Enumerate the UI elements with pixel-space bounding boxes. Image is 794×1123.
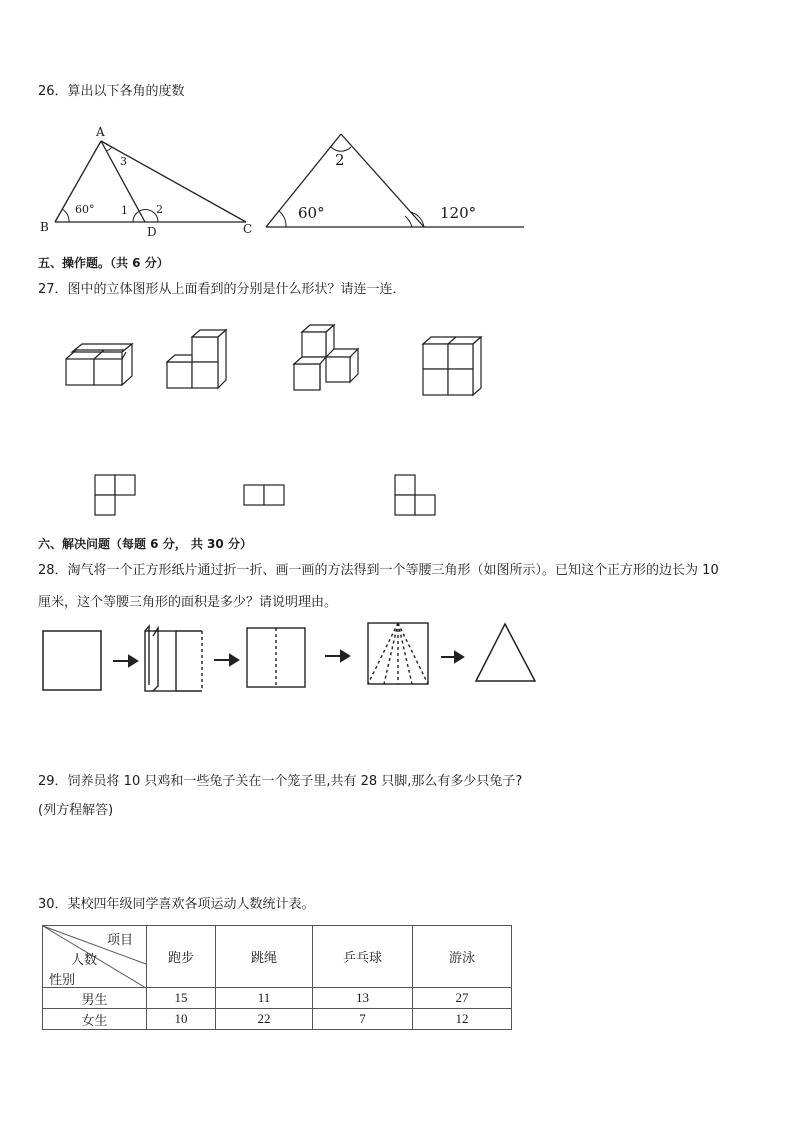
q29-line-2: (列方程解答): [38, 803, 114, 818]
table-cell: 7: [313, 1009, 413, 1030]
table-cell: 27: [413, 988, 512, 1009]
fold-step-4: [368, 623, 428, 684]
header-item-label: 项目: [107, 932, 134, 947]
solid-2: [167, 330, 226, 388]
label-c: C: [243, 222, 253, 236]
solid-4: [423, 337, 481, 395]
table-cell: 22: [216, 1009, 313, 1030]
fold-step-5: [476, 624, 535, 681]
section-5-title: 五、操作题。（共 6 分）: [38, 256, 169, 270]
arrow-4: [441, 652, 463, 662]
label-fig2-60: 60°: [298, 204, 325, 222]
sports-stats-table: [42, 925, 512, 1030]
q30-title: 30．某校四年级同学喜欢各项运动人数统计表。: [38, 897, 315, 912]
label-fig2-angle-2: 2: [335, 151, 345, 169]
label-a: A: [96, 125, 105, 139]
label-d: D: [147, 225, 157, 239]
q29-line-1: 29．饲养员将 10 只鸡和一些兔子关在一个笼子里,共有 28 只脚,那么有多少只兔子?: [38, 774, 523, 789]
top-view-2: [244, 485, 284, 505]
table-diagonal-header: [43, 926, 147, 988]
label-angle-1: 1: [121, 204, 128, 217]
arrow-1: [113, 656, 137, 666]
arrow-2: [214, 655, 238, 665]
q28-line-2: 厘米，这个等腰三角形的面积是多少？请说明理由。: [38, 595, 338, 610]
table-cell: 11: [216, 988, 313, 1009]
fold-step-1: [43, 631, 101, 690]
label-b: B: [40, 220, 49, 234]
top-view-1: [95, 475, 135, 515]
header-gender-label: 性别: [49, 972, 76, 987]
solid-1: [66, 344, 132, 385]
column-header: 乒乓球: [313, 926, 413, 988]
header-count-label: 人数: [71, 952, 98, 967]
q27-title: 27．图中的立体图形从上面看到的分别是什么形状？请连一连．: [38, 282, 406, 297]
column-header: 游泳: [413, 926, 512, 988]
top-view-3: [395, 475, 435, 515]
label-angle-3: 3: [120, 155, 127, 168]
row-label: 女生: [43, 1009, 147, 1030]
label-angle-2: 2: [156, 203, 163, 216]
column-header: 跳绳: [216, 926, 313, 988]
label-angle-b: 60°: [75, 203, 95, 216]
table-cell: 12: [413, 1009, 512, 1030]
q26-title: 26．算出以下各角的度数: [38, 84, 185, 99]
table-cell: 15: [147, 988, 216, 1009]
fold-step-3: [247, 628, 305, 687]
table-cell: 10: [147, 1009, 216, 1030]
section-6-title: 六、解决问题（每题 6 分， 共 30 分）: [38, 537, 252, 551]
fold-step-2: [145, 626, 202, 691]
solid-3: [294, 325, 358, 390]
q28-line-1: 28．淘气将一个正方形纸片通过折一折、画一画的方法得到一个等腰三角形（如图所示）。已知这个正方形的边长为 10: [38, 563, 719, 578]
table-row: [43, 1009, 512, 1030]
table-cell: 13: [313, 988, 413, 1009]
row-label: 男生: [43, 988, 147, 1009]
column-header: 跑步: [147, 926, 216, 988]
table-row: [43, 988, 512, 1009]
arrow-3: [325, 651, 349, 661]
label-fig2-120: 120°: [440, 204, 477, 222]
